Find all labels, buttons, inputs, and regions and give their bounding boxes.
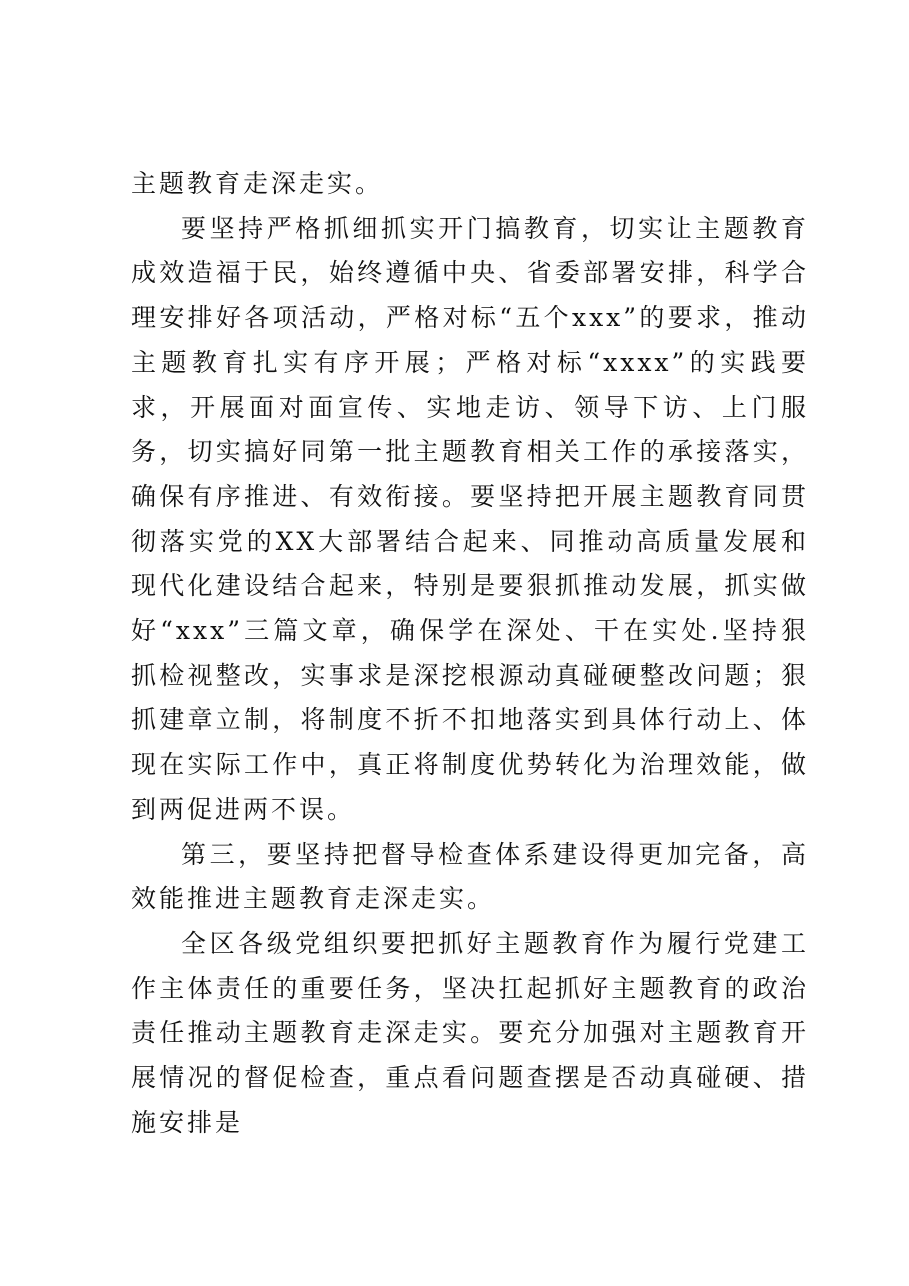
- paragraph-third-point: 第三，要坚持把督导检查体系建设得更加完备，高效能推进主题教育走深走实。: [131, 839, 809, 914]
- paragraph-party-organizations: 全区各级党组织要把抓好主题教育作为履行党建工作主体责任的重要任务，坚决扛起抓好主题教育的政治责任推动主题教育走深走实。要充分加强对主题教育开展情况的督促检查，重点看问题查摆是否动真碰硬、措施安排是: [131, 928, 809, 1137]
- paragraph-continuation: 主题教育走深走实。: [131, 169, 384, 198]
- document-body: [131, 162, 809, 1145]
- paragraph-strict-education: 要坚持严格抓细抓实开门搞教育，切实让主题教育成效造福于民，始终遵循中央、省委部署安排，科学合理安排好各项活动，严格对标“五个xxx”的要求，推动主题教育扎实有序开展；严格对标“xxxx”的实践要求，开展面对面宣传、实地走访、领导下访、上门服务，切实搞好同第一批主题教育相关工作的承接落实，确保有序推进、有效衔接。要坚持把开展主题教育同贯彻落实党的XX大部署结合起来、同推动高质量发展和现代化建设结合起来，特别是要狠抓推动发展，抓实做好“xxx”三篇文章，确保学在深处、干在实处.坚持狠抓检视整改，实事求是深挖根源动真碰硬整改问题；狠抓建章立制，将制度不折不扣地落实到具体行动上、体现在实际工作中，真正将制度优势转化为治理效能，做到两促进两不误。: [131, 213, 809, 824]
